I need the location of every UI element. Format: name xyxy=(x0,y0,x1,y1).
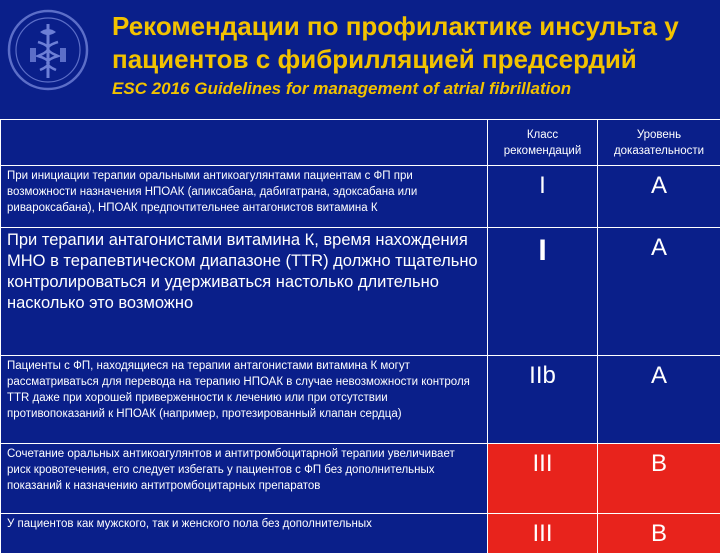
title-line-2: пациентов с фибрилляцией предсердий xyxy=(112,43,712,76)
row-class: I xyxy=(488,166,598,228)
col-header-level: Уровень доказательности xyxy=(598,120,720,166)
table-row xyxy=(1,514,720,554)
row-class: III xyxy=(488,514,598,554)
table-row xyxy=(1,228,720,356)
row-level: A xyxy=(598,166,720,228)
title-line-1: Рекомендации по профилактике инсульта у xyxy=(112,10,712,43)
row-text: Сочетание оральных антикоагулянтов и антитромбоцитарной терапии увеличивает риск кровотечения, его следует избегать у пациентов с ФП без дополнительных показаний к назначению антитромбоцитарных препаратов xyxy=(1,444,488,514)
table-header-row xyxy=(1,120,720,166)
row-level: A xyxy=(598,356,720,444)
row-class: IIb xyxy=(488,356,598,444)
row-level: B xyxy=(598,514,720,554)
row-level: B xyxy=(598,444,720,514)
row-text: Пациенты с ФП, находящиеся на терапии антагонистами витамина К могут рассматриваться для перевода на терапию НПОАК в случае невозможности контроля TTR даже при хорошей приверженности к лечению или при отсутствии противопоказаний к НПОАК (например, протезированный клапан сердца) xyxy=(1,356,488,444)
row-text: При инициации терапии оральными антикоагулянтами пациентам с ФП при возможности назначения НПОАК (апиксабана, дабигатрана, эдоксабана или ривароксабана), НПОАК предпочтительнее антагонистов витамина К xyxy=(1,166,488,228)
page-subtitle: ESC 2016 Guidelines for management of atrial fibrillation xyxy=(112,79,712,99)
table-row xyxy=(1,166,720,228)
table-row xyxy=(1,356,720,444)
header-empty-cell xyxy=(1,120,488,166)
row-text: У пациентов как мужского, так и женского пола без дополнительных xyxy=(1,514,488,554)
table-row xyxy=(1,444,720,514)
recommendations-table xyxy=(0,119,720,554)
col-header-class: Класс рекомендаций xyxy=(488,120,598,166)
row-level: A xyxy=(598,228,720,356)
caduceus-emblem-icon xyxy=(6,8,90,92)
row-text: При терапии антагонистами витамина К, время нахождения МНО в терапевтическом диапазоне (TTR) должно тщательно контролироваться и удерживаться настолько длительно насколько это возможно xyxy=(1,228,488,356)
row-class: I xyxy=(488,228,598,356)
row-class: III xyxy=(488,444,598,514)
page-title xyxy=(112,10,712,76)
